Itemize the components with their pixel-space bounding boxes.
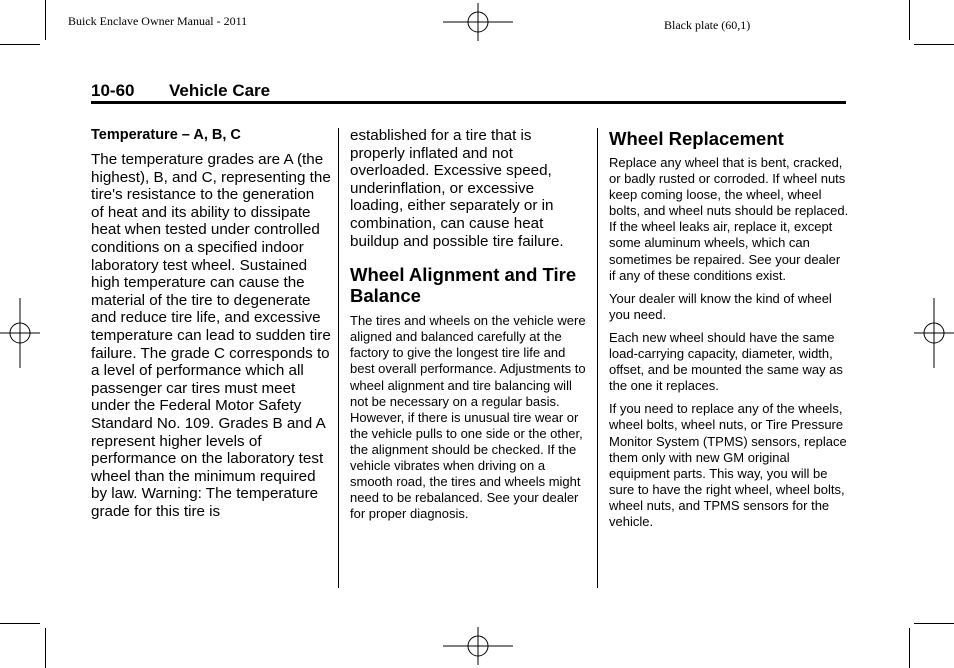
registration-mark-left-icon (0, 298, 40, 368)
wheel-replacement-para-1: Replace any wheel that is bent, cracked, or badly rusted or corroded. If wheel nuts keep coming loose, the wheel, wheel bolts, and wheel nuts should be replaced. (609, 155, 849, 219)
wheel-alignment-heading: Wheel Alignment and Tire Balance (350, 264, 577, 307)
wheel-replacement-para-4: If you need to replace any of the wheels, wheel bolts, wheel nuts, or Tire Pressure Monitor System (TPMS) sensors, replace them only with new GM original equipment parts. This way, you will be sure to have the right wheel, wheel bolts, wheel nuts, and TPMS sensors for the vehicle. (609, 401, 847, 529)
plate-label-header: Black plate (60,1) (664, 18, 751, 32)
column-1 (91, 127, 331, 520)
crop-mark-top-left-h (0, 44, 40, 45)
crop-mark-bottom-left-v (45, 628, 46, 668)
temperature-subheading: Temperature – A, B, C (91, 127, 241, 143)
wheel-replacement-para-2: Your dealer will know the kind of wheel you need. (609, 290, 832, 322)
wheel-replacement-para-3: Each new wheel should have the same load-carrying capacity, diameter, width, offset, and be mounted the same way as the one it replaces. (609, 329, 843, 394)
crop-mark-bottom-left-h (0, 623, 40, 624)
registration-mark-bottom-icon (443, 627, 513, 665)
header-rule (91, 101, 846, 104)
section-title: Vehicle Care (169, 81, 271, 100)
crop-mark-bottom-right-h (914, 623, 954, 624)
crop-mark-bottom-right-v (909, 628, 910, 668)
crop-mark-top-right-h (914, 44, 954, 45)
wheel-replacement-para-1b: If the wheel leaks air, replace it, except some aluminum wheels, which can sometimes be repaired. See your dealer if any of these conditions exist. (609, 219, 841, 283)
registration-mark-top-icon (443, 3, 513, 41)
registration-mark-right-icon (914, 298, 954, 368)
column-divider-1 (338, 128, 339, 588)
manual-title-header: Buick Enclave Owner Manual - 2011 (68, 14, 248, 28)
column-3 (609, 127, 849, 530)
wheel-replacement-heading: Wheel Replacement (609, 128, 784, 149)
crop-mark-top-left-v (45, 0, 46, 40)
column-2 (350, 127, 587, 522)
temperature-body: The temperature grades are A (the highest), B, and C, representing the tire's resistance to the generation of heat and its ability to dissipate heat when tested under controlled conditions on a specified indoor laboratory test wheel. Sustained high temperature can cause the material of the tire to degenerate and reduce tire life, and excessive temperature can lead to sudden tire failure. The grade C corresponds to a level of performance which all passenger car tires must meet under the Federal Motor Safety Standard No. 109. Grades B and A represent higher levels of performance on the laboratory test wheel than the minimum required by law. Warning: The temperature grade for this tire is (91, 151, 331, 520)
column-divider-2 (597, 128, 598, 588)
temperature-continued: established for a tire that is properly inflated and not overloaded. Excessive speed, underinflation, or excessive loading, either separately or in combination, can cause heat buildup and possible tire failure. (350, 127, 564, 250)
wheel-alignment-body: The tires and wheels on the vehicle were aligned and balanced carefully at the factory to give the longest tire life and best overall performance. Adjustments to wheel alignment and tire balancing will not be necessary on a regular basis. However, if there is unusual tire wear or the vehicle pulls to one side or the other, the alignment should be checked. If the vehicle vibrates when driving on a smooth road, the tires and wheels might need to be rebalanced. See your dealer for proper diagnosis. (350, 313, 586, 522)
crop-mark-top-right-v (909, 0, 910, 40)
page-number: 10-60 (91, 81, 135, 100)
